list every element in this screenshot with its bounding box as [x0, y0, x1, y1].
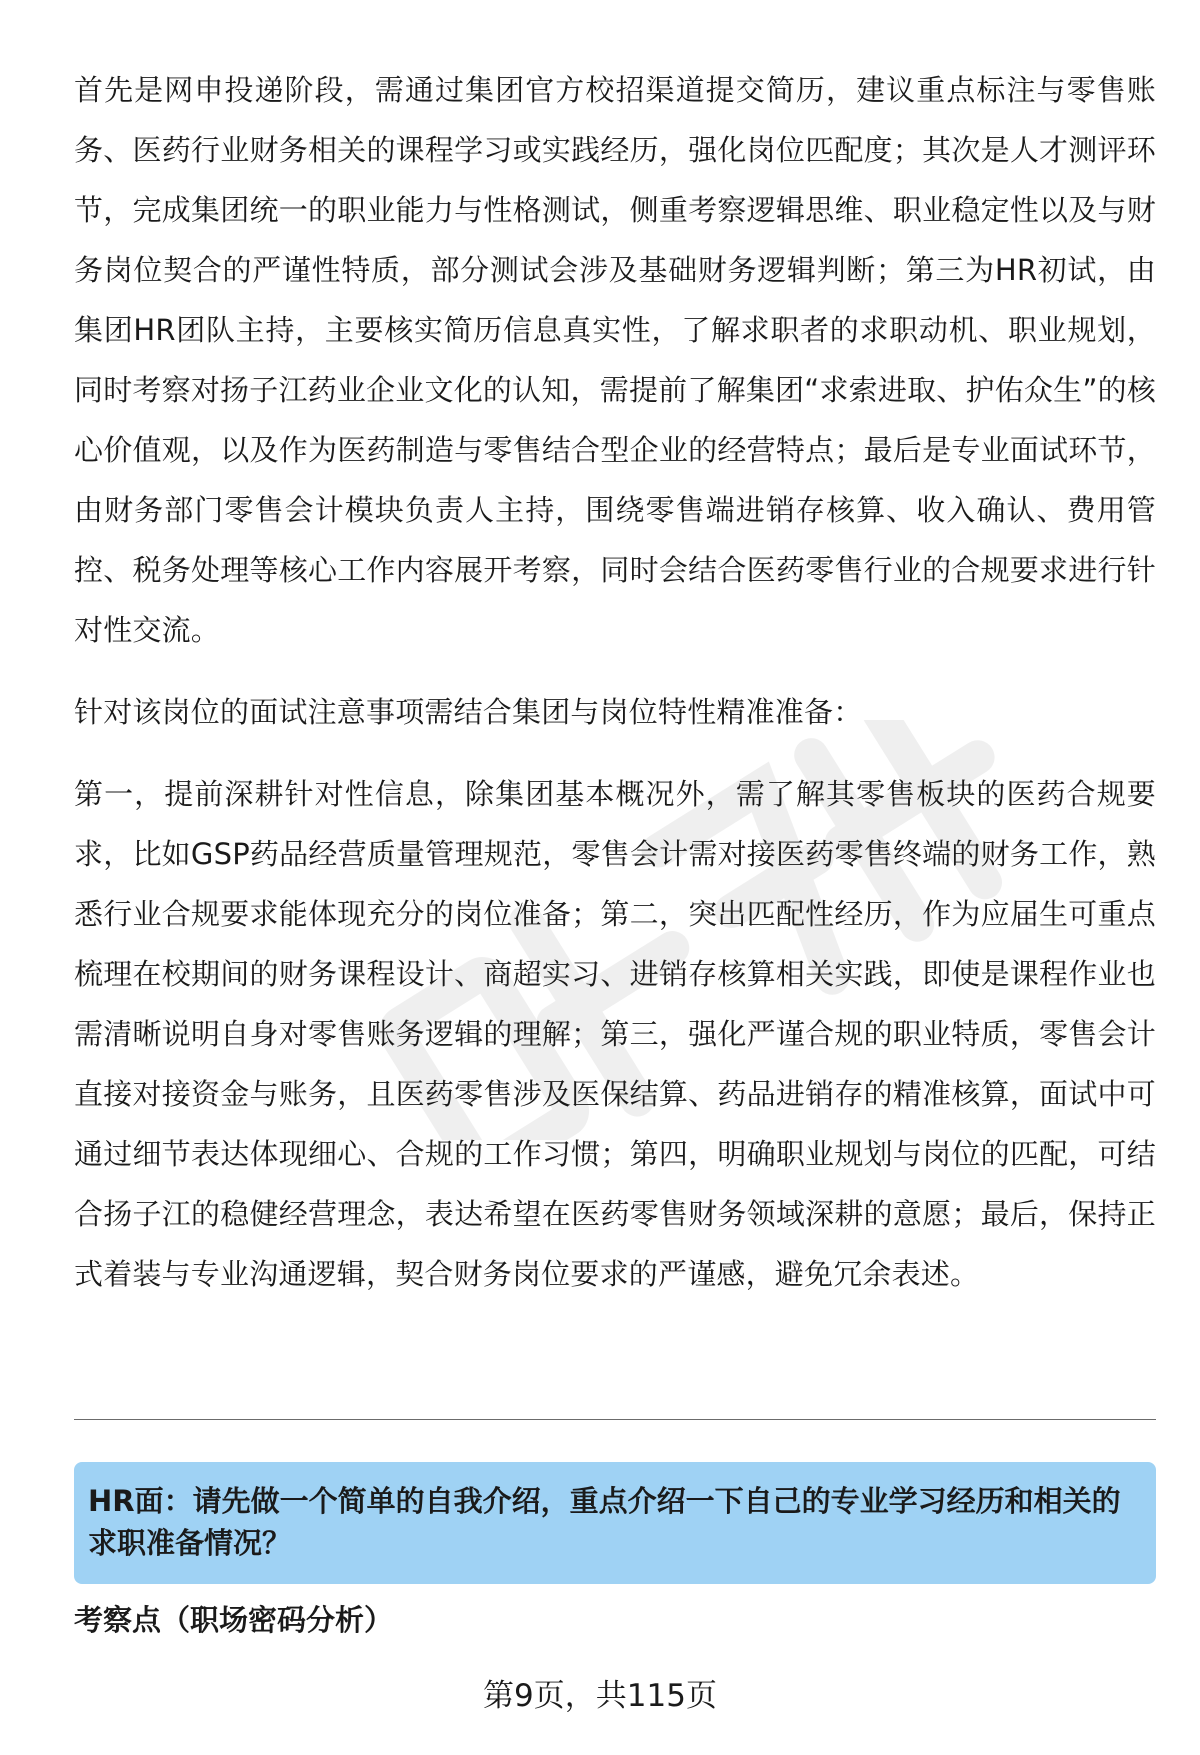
page-footer: 第9页，共115页 [483, 1678, 717, 1714]
paragraph-interview-notes-intro: 针对该岗位的面试注意事项需结合集团与岗位特性精准准备： [74, 695, 863, 729]
section-title: 考察点（职场密码分析） [74, 1603, 394, 1637]
paragraph-interview-notes-detail: 第一，提前深耕针对性信息，除集团基本概况外，需了解其零售板块的医药合规要求，比如GSP药品经营质量管理规范，零售会计需对接医药零售终端的财务工作，熟悉行业合规要求能体现充分的岗位准备；第二，突出匹配性经历，作为应届生可重点梳理在校期间的财务课程设计、商超实习、进销存核算相关实践，即使是课程作业也需清晰说明自身对零售账务逻辑的理解；第三，强化严谨合规的职业特质，零售会计直接对接资金与账务，且医药零售涉及医保结算、药品进销存的精准核算，面试中可通过细节表达体现细心、合规的工作习惯；第四，明确职业规划与岗位的匹配，可结合扬子江的稳健经营理念，表达希望在医药零售财务领域深耕的意愿；最后，保持正式着装与专业沟通逻辑，契合财务岗位要求的严谨感，避免冗余表述。 [74, 777, 1156, 1291]
paragraph-interview-process: 首先是网申投递阶段，需通过集团官方校招渠道提交简历，建议重点标注与零售账务、医药行业财务相关的课程学习或实践经历，强化岗位匹配度；其次是人才测评环节，完成集团统一的职业能力与性格测试，侧重考察逻辑思维、职业稳定性以及与财务岗位契合的严谨性特质，部分测试会涉及基础财务逻辑判断；第三为HR初试，由集团HR团队主持，主要核实简历信息真实性，了解求职者的求职动机、职业规划，同时考察对扬子江药业企业文化的认知，需提前了解集团“求索进取、护佑众生”的核心价值观，以及作为医药制造与零售结合型企业的经营特点；最后是专业面试环节，由财务部门零售会计模块负责人主持，围绕零售端进销存核算、收入确认、费用管控、税务处理等核心工作内容展开考察，同时会结合医药零售行业的合规要求进行针对性交流。 [74, 73, 1156, 647]
question-text: HR面：请先做一个简单的自我介绍，重点介绍一下自己的专业学习经历和相关的求职准备情况？ [88, 1484, 1121, 1560]
section-divider [74, 1419, 1156, 1420]
question-box [74, 1462, 1156, 1584]
document-body [74, 60, 1156, 1304]
